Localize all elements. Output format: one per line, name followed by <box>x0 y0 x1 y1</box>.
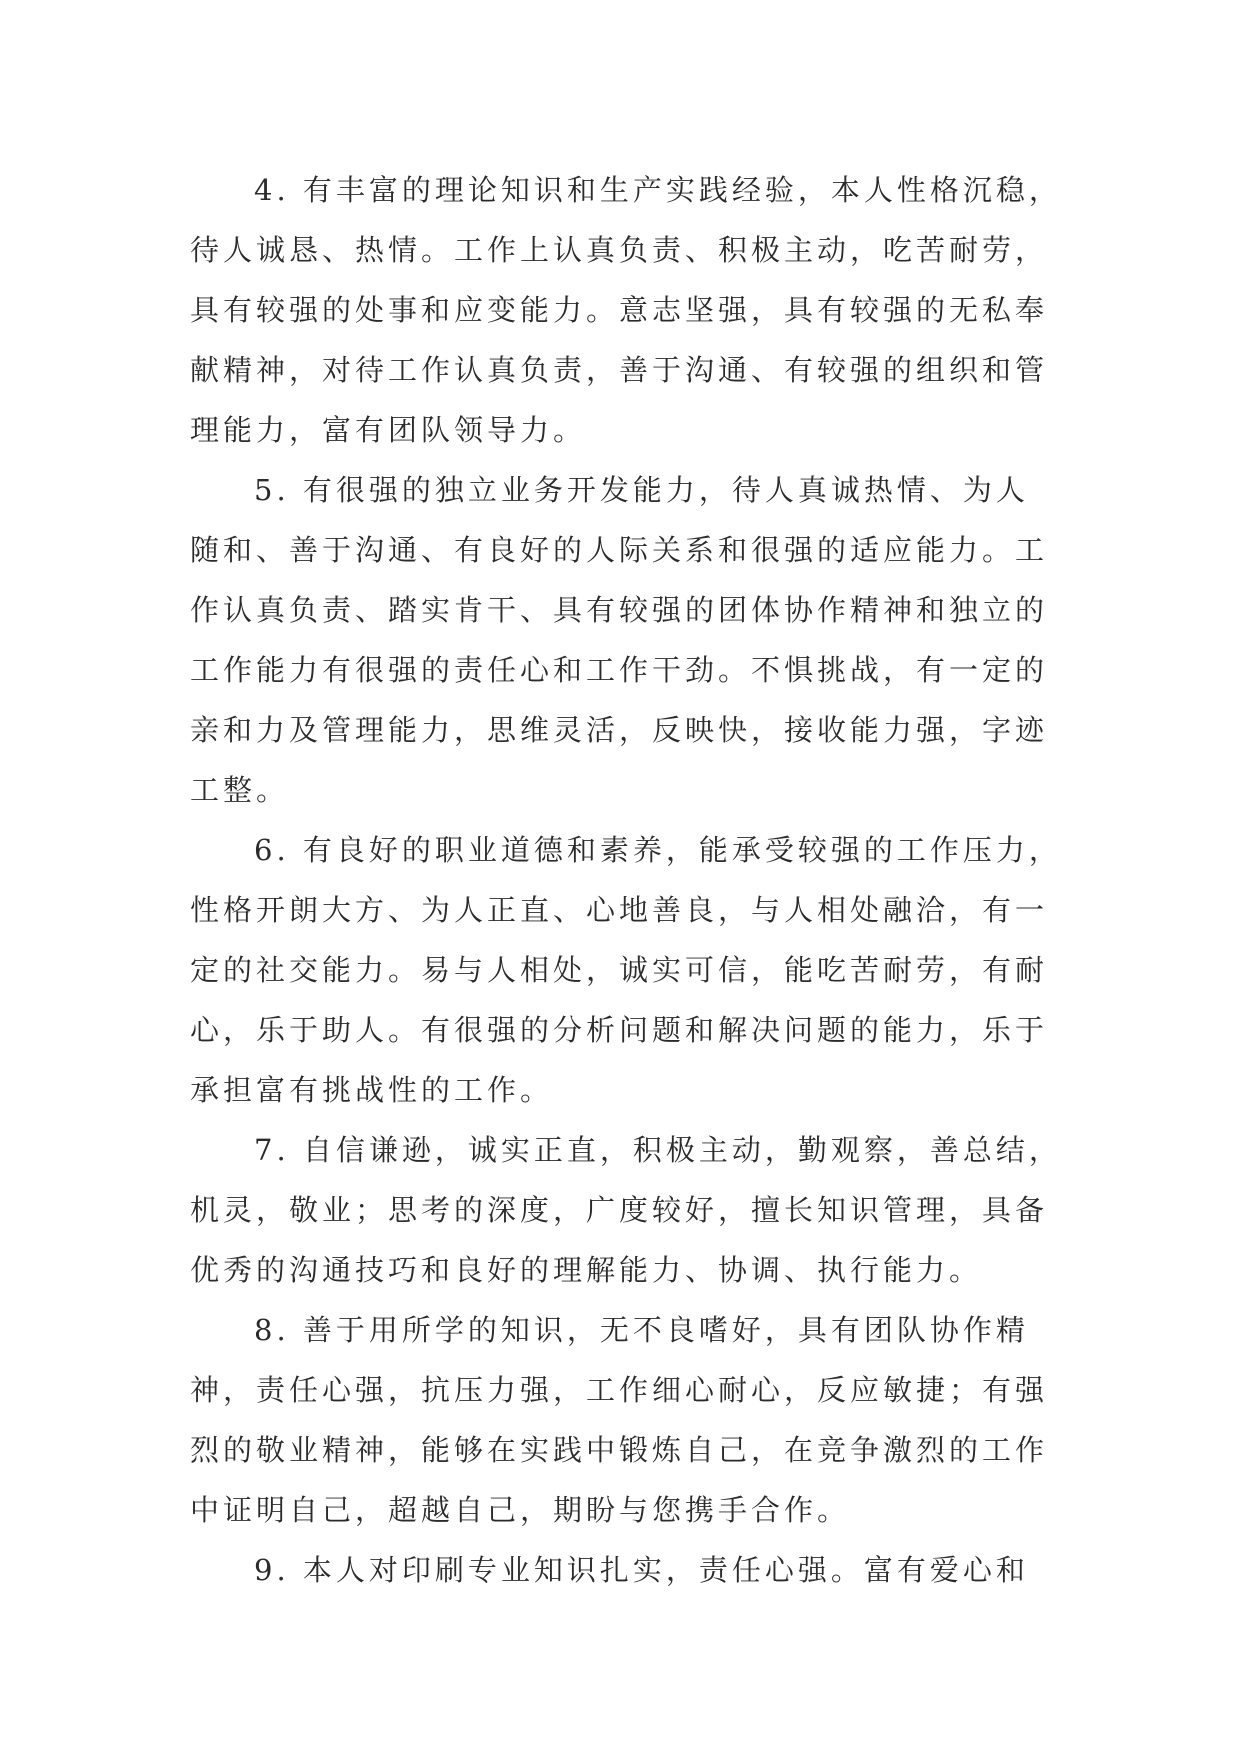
paragraph-6 <box>190 820 1070 1120</box>
paragraph-line: 工整。 <box>190 773 290 807</box>
paragraph-line: 亲和力及管理能力，思维灵活，反映快，接收能力强，字迹 <box>190 713 1049 747</box>
paragraph-line: 待人诚恳、热情。工作上认真负责、积极主动，吃苦耐劳， <box>190 233 1049 267</box>
paragraph-line: 4. 有丰富的理论知识和生产实践经验，本人性格沉稳， <box>254 173 1062 207</box>
paragraph-line: 6. 有良好的职业道德和素养，能承受较强的工作压力， <box>254 833 1062 867</box>
paragraph-7 <box>190 1120 1070 1300</box>
paragraph-line: 5. 有很强的独立业务开发能力，待人真诚热情、为人 <box>254 473 1029 507</box>
paragraph-line: 烈的敬业精神，能够在实践中锻炼自己，在竞争激烈的工作 <box>190 1433 1049 1467</box>
paragraph-line: 承担富有挑战性的工作。 <box>190 1073 554 1107</box>
document-body <box>190 160 1070 1600</box>
paragraph-line: 优秀的沟通技巧和良好的理解能力、协调、执行能力。 <box>190 1253 983 1287</box>
paragraph-line: 9. 本人对印刷专业知识扎实，责任心强。富有爱心和 <box>254 1553 1029 1587</box>
paragraph-line: 中证明自己，超越自己，期盼与您携手合作。 <box>190 1493 851 1527</box>
paragraph-line: 具有较强的处事和应变能力。意志坚强，具有较强的无私奉 <box>190 293 1049 327</box>
paragraph-line: 8. 善于用所学的知识，无不良嗜好，具有团队协作精 <box>254 1313 1029 1347</box>
paragraph-8 <box>190 1300 1070 1540</box>
paragraph-9 <box>190 1540 1070 1600</box>
paragraph-line: 作认真负责、踏实肯干、具有较强的团体协作精神和独立的 <box>190 593 1049 627</box>
paragraph-line: 神，责任心强，抗压力强，工作细心耐心，反应敏捷；有强 <box>190 1373 1049 1407</box>
paragraph-4 <box>190 160 1070 460</box>
paragraph-5 <box>190 460 1070 820</box>
paragraph-line: 献精神，对待工作认真负责，善于沟通、有较强的组织和管 <box>190 353 1049 387</box>
paragraph-line: 机灵，敬业；思考的深度，广度较好，擅长知识管理，具备 <box>190 1193 1049 1227</box>
paragraph-line: 理能力，富有团队领导力。 <box>190 413 587 447</box>
paragraph-line: 随和、善于沟通、有良好的人际关系和很强的适应能力。工 <box>190 533 1049 567</box>
paragraph-line: 7. 自信谦逊，诚实正直，积极主动，勤观察，善总结， <box>254 1133 1062 1167</box>
paragraph-line: 性格开朗大方、为人正直、心地善良，与人相处融洽，有一 <box>190 893 1049 927</box>
paragraph-line: 工作能力有很强的责任心和工作干劲。不惧挑战，有一定的 <box>190 653 1049 687</box>
paragraph-line: 心，乐于助人。有很强的分析问题和解决问题的能力，乐于 <box>190 1013 1049 1047</box>
paragraph-line: 定的社交能力。易与人相处，诚实可信，能吃苦耐劳，有耐 <box>190 953 1049 987</box>
